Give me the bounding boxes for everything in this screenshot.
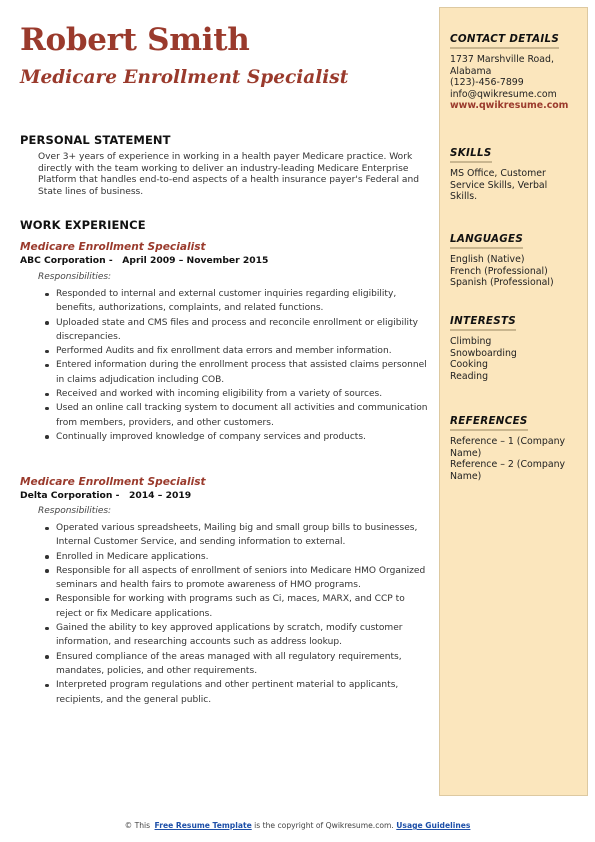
list-item: Reference – 1 (Company Name): [450, 436, 566, 459]
resume-sidebar: [439, 7, 588, 796]
responsibilities-label: Responsibilities:: [38, 506, 112, 516]
list-item: Used an online call tracking system to document all activities and communication from members, providers, and other customers.: [56, 401, 428, 430]
list-item: French (Professional): [450, 265, 548, 277]
job-company: ABC Corporation - April 2009 – November 2015: [20, 255, 269, 266]
job-company: Delta Corporation - 2014 – 2019: [20, 490, 192, 501]
skills-text: MS Office, Customer Service Skills, Verbal Skills.: [450, 168, 548, 203]
work-experience-heading: WORK EXPERIENCE: [20, 218, 146, 232]
list-item: Reference – 2 (Company Name): [450, 459, 566, 482]
interests-heading: INTERESTS: [450, 315, 516, 331]
list-item: Enrolled in Medicare applications.: [56, 550, 428, 564]
list-item: Operated various spreadsheets, Mailing big and small group bills to businesses, Internal Customer Service, and sending information to external.: [56, 521, 428, 550]
usage-guidelines-link[interactable]: Usage Guidelines: [396, 821, 471, 830]
languages-list: [450, 254, 585, 289]
list-item: Entered information during the enrollment process that assisted claims personnel in claims adjudication including COB.: [56, 358, 428, 387]
footer-copyright-text: is the copyright of Qwikresume.com.: [254, 821, 394, 830]
list-item: Climbing: [450, 336, 492, 347]
list-item: Responded to internal and external customer inquiries regarding eligibility, benefits, authorizations, complaints, and related functions.: [56, 287, 428, 316]
job-title: Medicare Enrollment Specialist: [20, 241, 206, 253]
job-bullets: [56, 521, 428, 707]
personal-statement-heading: PERSONAL STATEMENT: [20, 133, 171, 147]
references-list: [450, 436, 585, 482]
list-item: Cooking: [450, 359, 488, 371]
list-item: Interpreted program regulations and other pertinent material to applicants, recipients, and the general public.: [56, 678, 428, 707]
responsibilities-label: Responsibilities:: [38, 272, 112, 282]
footer: [0, 821, 595, 830]
list-item: Gained the ability to key approved applications by scratch, modify customer information, and researching accounts such as address lookup.: [56, 621, 428, 650]
list-item: Ensured compliance of the areas managed with all regulatory requirements, mandates, policies, and other requirements.: [56, 650, 428, 679]
address-line: Alabama: [450, 65, 492, 77]
list-item: Continually improved knowledge of company services and products.: [56, 430, 428, 444]
list-item: Performed Audits and fix enrollment data errors and member information.: [56, 344, 428, 358]
footer-copyright-prefix: © This: [124, 821, 151, 830]
website-link[interactable]: www.qwikresume.com: [450, 100, 569, 112]
job-title: Medicare Enrollment Specialist: [20, 476, 206, 488]
list-item: Responsible for all aspects of enrollment of seniors into Medicare HMO Organized seminars and health fairs to promote awareness of HMO programs.: [56, 564, 428, 593]
list-item: Uploaded state and CMS files and process and reconcile enrollment or eligibility discrepancies.: [56, 316, 428, 345]
list-item: Spanish (Professional): [450, 277, 554, 289]
personal-statement-text: Over 3+ years of experience in working in a health payer Medicare practice. Work directly with the team working to deliver an industry-leading Medicare Enterprise Platform that handles end-to-end aspects of a health insurance payer's Federal and State lines of business.: [38, 152, 419, 197]
list-item: English (Native): [450, 254, 525, 265]
list-item: Snowboarding: [450, 347, 517, 359]
interests-list: [450, 336, 585, 382]
contact-heading: CONTACT DETAILS: [450, 33, 559, 49]
skills-heading: SKILLS: [450, 147, 492, 163]
candidate-title: Medicare Enrollment Specialist: [20, 67, 349, 88]
languages-heading: LANGUAGES: [450, 233, 523, 249]
candidate-name: Robert Smith: [20, 22, 250, 58]
free-resume-template-link[interactable]: Free Resume Template: [154, 821, 252, 830]
list-item: Reading: [450, 370, 489, 382]
email-address[interactable]: info@qwikresume.com: [450, 88, 557, 100]
list-item: Received and worked with incoming eligibility from a variety of sources.: [56, 387, 428, 401]
contact-details: [450, 54, 585, 112]
job-bullets: [56, 287, 428, 444]
address-line: 1737 Marshville Road,: [450, 54, 554, 65]
list-item: Responsible for working with programs such as Ci, maces, MARX, and CCP to reject or fix Medicare applications.: [56, 592, 428, 621]
phone-number: (123)-456-7899: [450, 77, 524, 89]
references-heading: REFERENCES: [450, 415, 528, 431]
